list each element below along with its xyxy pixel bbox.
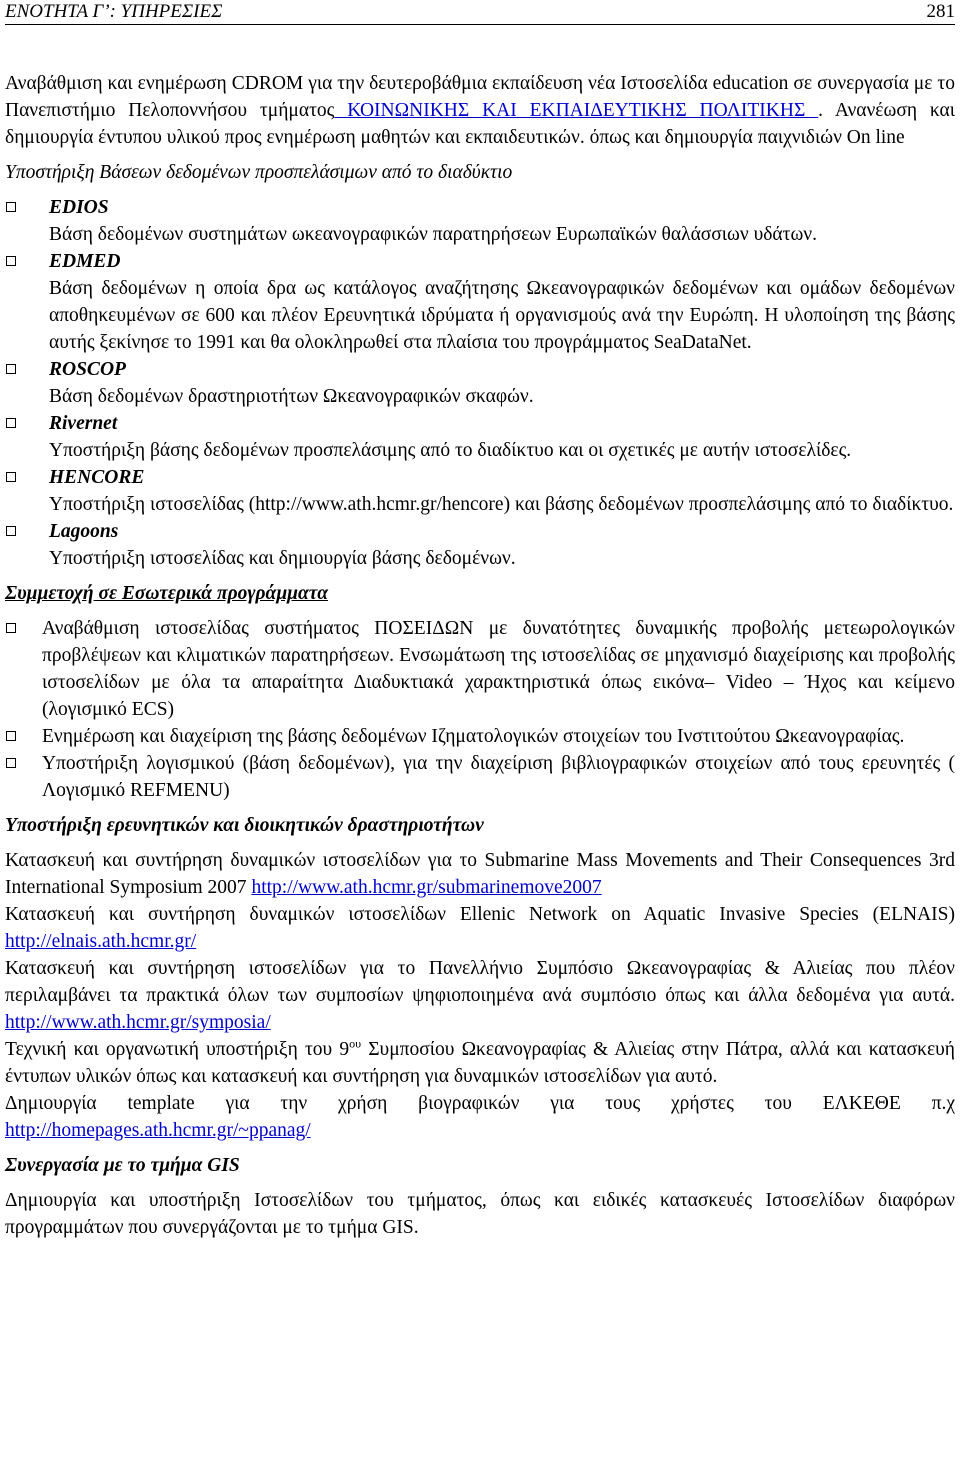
checkbox-bullet-icon: [6, 202, 16, 212]
submarinemove-link[interactable]: http://www.ath.hcmr.gr/submarinemove2007: [251, 877, 602, 898]
paragraph-text: Κατασκευή και συντήρηση δυναμικών ιστοσελίδων για το Submarine Mass Movements and Their Consequences 3rd International Symposium 2007: [5, 850, 955, 898]
list-item: [5, 750, 955, 804]
internal-list: [5, 615, 955, 804]
research-paragraph-5: [5, 1090, 955, 1144]
item-title: EDMED: [49, 251, 121, 272]
checkbox-bullet-icon: [6, 472, 16, 482]
list-item: [5, 356, 955, 410]
list-item: [5, 723, 955, 750]
item-title: Lagoons: [49, 521, 119, 542]
list-item: [5, 518, 955, 572]
databases-list: [5, 194, 955, 572]
list-item: [5, 464, 955, 518]
research-paragraph-2: [5, 901, 955, 955]
item-title: Rivernet: [49, 413, 118, 434]
paragraph-text: Δημιουργία template για την χρήση βιογραφικών για τους χρήστες του ΕΛΚΕΘΕ π.χ: [5, 1093, 955, 1114]
paragraph-text: Τεχνική και οργανωτική υποστήριξη του 9: [5, 1039, 350, 1060]
paragraph-text: Συμποσίου Ωκεανογραφίας & Αλιείας στην Πάτρα, αλλά και κατασκευή έντυπων υλικών όπως και κατασκευή και συντήρηση για δυναμικών ιστοσελίδων για αυτό.: [5, 1039, 955, 1087]
page-header: [5, 0, 955, 25]
page-number: 281: [926, 1, 955, 22]
checkbox-bullet-icon: [6, 256, 16, 266]
item-description: Βάση δεδομένων συστημάτων ωκεανογραφικών παρατηρήσεων Ευρωπαϊκών θαλάσσιων υδάτων.: [49, 224, 818, 245]
databases-heading: Υποστήριξη Βάσεων δεδομένων προσπελάσιμων από το διαδύκτιο: [5, 162, 513, 183]
item-description: Βάση δεδομένων η οποία δρα ως κατάλογος αναζήτησης Ωκεανογραφικών δεδομένων και ομάδων δεδομένων αποθηκευμένων σε 600 και πλέον Ερευνητικά ιδρύματα ή οργανισμούς ανά την Ευρώπη. Η υλοποίηση της βάσης αυτής ξεκίνησε το 1991 και θα ολοκληρωθεί στα πλαίσια του προγράμματος SeaDataNet.: [49, 278, 955, 353]
symposia-link[interactable]: http://www.ath.hcmr.gr/symposia/: [5, 1012, 271, 1033]
ordinal-superscript: ου: [349, 1036, 362, 1051]
elnais-link[interactable]: http://elnais.ath.hcmr.gr/: [5, 931, 197, 952]
checkbox-bullet-icon: [6, 418, 16, 428]
paragraph-text: Κατασκευή και συντήρηση ιστοσελίδων για το Πανελλήνιο Συμπόσιο Ωκεανογραφίας & Αλιείας που πλέον περιλαμβάνει τα πρακτικά όλων των συμποσίων ψηφιοποιημένα ανά συμπόσιο όπως και άλλα δεδομένα για αυτά.: [5, 958, 955, 1006]
intro-text-before: Αναβάθμιση και ενημέρωση CDROM για την δευτεροβάθμια εκπαίδευση νέα Ιστοσελίδα education σε συνεργασία με το Πανεπιστήμιο Πελοποννήσου τμήματος: [5, 73, 955, 121]
checkbox-bullet-icon: [6, 758, 16, 768]
checkbox-bullet-icon: [6, 526, 16, 536]
list-item: [5, 615, 955, 723]
item-title: ROSCOP: [49, 359, 126, 380]
intro-paragraph: [5, 70, 955, 151]
item-description: Υποστήριξη ιστοσελίδας (http://www.ath.hcmr.gr/hencore) και βάσης δεδομένων προσπελάσιμης από το διαδίκτυο.: [49, 494, 954, 515]
research-heading: Υποστήριξη ερευνητικών και διοικητικών δραστηριοτήτων: [5, 815, 484, 836]
research-paragraph-1: [5, 847, 955, 901]
intro-link[interactable]: ΚΟΙΝΩΝΙΚΗΣ ΚΑΙ ΕΚΠΑΙΔΕΥΤΙΚΗΣ ΠΟΛΙΤΙΚΗΣ: [334, 100, 819, 121]
research-paragraph-4: [5, 1036, 955, 1090]
item-text: Ενημέρωση και διαχείριση της βάσης δεδομένων Ιζηματολογικών στοιχείων του Ινστιτούτου Ωκεανογραφίας.: [42, 726, 905, 747]
item-text: Αναβάθμιση ιστοσελίδας συστήματος ΠΟΣΕΙΔΩΝ με δυνατότητες δυναμικής προβολής μετεωρολογικών προβλέψεων και κλιματικών παρατηρήσεων. Ενσωμάτωση της ιστοσελίδας σε μηχανισμό διαχείρισης και προβολής ιστοσελίδων με όλα τα απαραίτητα Διαδυκτιακά χαρακτηριστικά όπως εικόνα– Video – Ήχος και κείμενο (λογισμικό ECS): [42, 618, 955, 720]
checkbox-bullet-icon: [6, 364, 16, 374]
paragraph-text: Κατασκευή και συντήρηση δυναμικών ιστοσελίδων Ellenic Network on Aquatic Invasive Species (ELNAIS): [5, 904, 955, 925]
item-title: EDIOS: [49, 197, 109, 218]
checkbox-bullet-icon: [6, 623, 16, 633]
research-paragraph-3: [5, 955, 955, 1036]
gis-heading: Συνεργασία με το τμήμα GIS: [5, 1155, 240, 1176]
list-item: [5, 194, 955, 248]
item-description: Υποστήριξη ιστοσελίδας και δημιουργία βάσης δεδομένων.: [49, 548, 516, 569]
homepages-link[interactable]: http://homepages.ath.hcmr.gr/~ppanag/: [5, 1120, 311, 1141]
item-text: Υποστήριξη λογισμικού (βάση δεδομένων), για την διαχείριση βιβλιογραφικών στοιχείων από τους ερευνητές ( Λογισμικό REFMENU): [42, 753, 955, 801]
checkbox-bullet-icon: [6, 731, 16, 741]
section-title: ΕΝΟΤΗΤΑ Γ’: ΥΠΗΡΕΣΙΕΣ: [5, 1, 223, 22]
item-description: Υποστήριξη βάσης δεδομένων προσπελάσιμης από το διαδίκτυο και οι σχετικές με αυτήν ιστοσελίδες.: [49, 440, 852, 461]
intro-text-after: . Ανανέωση και δημιουργία έντυπου υλικού προς ενημέρωση μαθητών και εκπαιδευτικών. όπως και δημιουργία παιχνιδιών On line: [5, 100, 956, 148]
gis-paragraph: Δημιουργία και υποστήριξη Ιστοσελίδων του τμήματος, όπως και ειδικές κατασκευές Ιστοσελίδων διαφόρων προγραμμάτων που συνεργάζονται με το τμήμα GIS.: [5, 1190, 955, 1238]
internal-heading: Συμμετοχή σε Εσωτερικά προγράμματα: [5, 583, 328, 604]
item-title: HENCORE: [49, 467, 145, 488]
page-content: [5, 70, 955, 1241]
list-item: [5, 248, 955, 356]
list-item: [5, 410, 955, 464]
item-description: Βάση δεδομένων δραστηριοτήτων Ωκεανογραφικών σκαφών.: [49, 386, 534, 407]
